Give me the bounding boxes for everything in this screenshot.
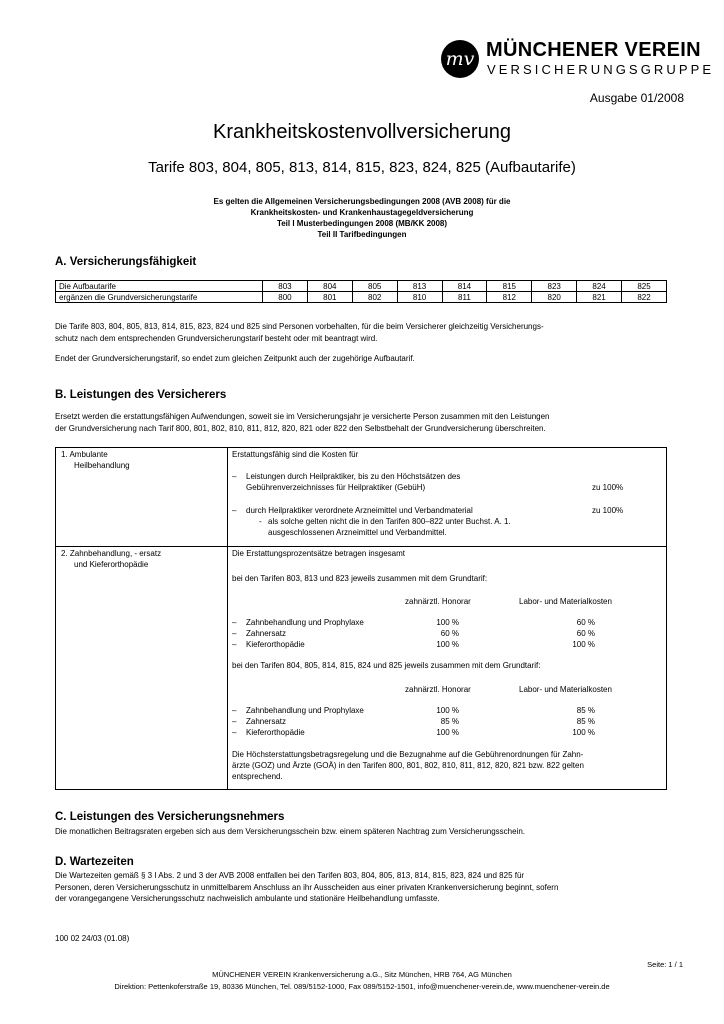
- section-b-heading: B. Leistungen des Versicherers: [55, 389, 227, 401]
- text-line: der vorangegangene Versicherungsschutz nachweislich ambulante und stationäre Heilbehandlung umfasste.: [55, 894, 440, 903]
- dental-row-honorar: 100 %: [436, 640, 459, 649]
- item-1-bullet-1-percent: zu 100%: [592, 483, 624, 492]
- text-line: schutz nach dem entsprechenden Grundversicherungstarif besteht oder mit beantragt wird.: [55, 333, 378, 343]
- document-number: 100 02 24/03 (01.08): [55, 934, 130, 943]
- intro-line: Krankheitskosten- und Krankenhaustagegeldversicherung: [250, 208, 474, 217]
- table-cell: 801: [307, 292, 352, 303]
- footer-address: Direktion: Pettenkoferstraße 19, 80336 München, Tel. 089/5152-1000, Fax 089/5152-1501, info@muenchener-verein.de, www.muenchener-verein.de: [114, 982, 610, 991]
- dental-row-labor: 60 %: [576, 629, 595, 638]
- intro-line: Teil II Tarifbedingungen: [317, 230, 407, 239]
- table-cell: 811: [442, 292, 487, 303]
- company-logo-subtitle: VERSICHERUNGSGRUPPE: [487, 62, 715, 77]
- document-title: Krankheitskostenvollversicherung: [213, 121, 511, 143]
- intro-line: Teil I Musterbedingungen 2008 (MB/KK 2008): [276, 219, 448, 228]
- dental-row-honorar: 100 %: [436, 706, 459, 715]
- group-2-lead: bei den Tarifen 804, 805, 814, 815, 824 und 825 jeweils zusammen mit dem Grundtarif:: [232, 661, 541, 670]
- section-b-intro: [55, 411, 550, 434]
- dental-row-honorar: 60 %: [440, 629, 459, 638]
- dental-row-label: Zahnbehandlung und Prophylaxe: [246, 706, 364, 715]
- item-2-lead: Die Erstattungsprozentsätze betragen insgesamt: [232, 549, 405, 558]
- dental-row-honorar: 100 %: [436, 728, 459, 737]
- table-cell: 823: [532, 281, 577, 292]
- column-header-honorar: zahnärztl. Honorar: [405, 685, 471, 694]
- dental-row-honorar: 85 %: [440, 717, 459, 726]
- dental-row-honorar: 100 %: [436, 618, 459, 627]
- text-line: Personen, deren Versicherungsschutz in unmittelbarem Anschluss an ihr Ausscheiden aus einer privaten Krankenversicherung beginnt, sofern: [55, 882, 559, 892]
- footer-company: MÜNCHENER VEREIN Krankenversicherung a.G., Sitz München, HRB 764, AG München: [212, 970, 512, 979]
- dash-bullet: –: [232, 618, 237, 627]
- issue-date: Ausgabe 01/2008: [589, 91, 684, 105]
- dash-bullet: –: [232, 640, 237, 649]
- table-cell: 804: [307, 281, 352, 292]
- table-cell: 824: [577, 281, 622, 292]
- page-number: Seite: 1 / 1: [647, 960, 683, 969]
- company-logo-name: MÜNCHENER VEREIN: [486, 39, 701, 61]
- dental-row-labor: 85 %: [576, 717, 595, 726]
- item-1-bullet-2-percent: zu 100%: [592, 506, 624, 515]
- dash-bullet: –: [232, 506, 237, 515]
- text-line: Gebührenverzeichnisses für Heilpraktiker (GebüH): [246, 483, 426, 492]
- dash-bullet: –: [232, 472, 237, 481]
- table-row: [56, 281, 667, 292]
- company-logo-mark: mv: [441, 40, 479, 78]
- table-cell: 810: [397, 292, 442, 303]
- group-1-lead: bei den Tarifen 803, 813 und 823 jeweils zusammen mit dem Grundtarif:: [232, 574, 488, 583]
- table-cell: 803: [263, 281, 308, 292]
- table-cell: 802: [352, 292, 397, 303]
- text-line: Heilbehandlung: [74, 461, 130, 470]
- sub-dash: -: [259, 517, 262, 526]
- table-cell: 815: [487, 281, 532, 292]
- table-cell: 822: [622, 292, 667, 303]
- dental-row-labor: 100 %: [572, 728, 595, 737]
- column-header-labor: Labor- und Materialkosten: [519, 597, 612, 606]
- table-cell: 805: [352, 281, 397, 292]
- table-cell: 813: [397, 281, 442, 292]
- dental-row-label: Kieferorthopädie: [246, 728, 305, 737]
- dental-row-label: Zahnersatz: [246, 629, 287, 638]
- table-cell: 812: [487, 292, 532, 303]
- item-2-note: [232, 749, 584, 782]
- intro-line: Es gelten die Allgemeinen Versicherungsbedingungen 2008 (AVB 2008) für die: [213, 197, 511, 206]
- dental-row-labor: 85 %: [576, 706, 595, 715]
- table-cell: 800: [263, 292, 308, 303]
- text-line: der Grundversicherung nach Tarif 800, 801, 802, 810, 811, 812, 820, 821 oder 822 den Selbstbehalt der Grundversicherung überschreiten.: [55, 423, 546, 433]
- text-line: als solche gelten nicht die in den Tarifen 800–822 unter Buchst. A. 1.: [268, 517, 511, 526]
- dash-bullet: –: [232, 717, 237, 726]
- section-a-paragraph-1: [55, 321, 675, 344]
- text-line: ausgeschlossenen Arzneimittel und Verbandmittel.: [268, 528, 447, 537]
- tarif-table: [55, 280, 667, 303]
- dental-row-labor: 60 %: [576, 618, 595, 627]
- dental-row-labor: 100 %: [572, 640, 595, 649]
- text-line: Leistungen durch Heilpraktiker, bis zu den Höchstsätzen des: [246, 472, 461, 481]
- dental-row-label: Zahnersatz: [246, 717, 287, 726]
- text-line: 2. Zahnbehandlung, - ersatz: [61, 549, 162, 558]
- table-cell: 825: [622, 281, 667, 292]
- section-a-heading: A. Versicherungsfähigkeit: [55, 256, 197, 268]
- item-1-label: [61, 449, 130, 471]
- text-line: Die Höchsterstattungsbetragsregelung und die Bezugnahme auf die Gebührenordnungen für Zahn-: [232, 750, 584, 759]
- column-header-labor: Labor- und Materialkosten: [519, 685, 612, 694]
- text-line: und Kieferorthopädie: [74, 560, 149, 569]
- dash-bullet: –: [232, 728, 237, 737]
- dash-bullet: –: [232, 706, 237, 715]
- item-1-bullet-1: [246, 471, 460, 493]
- section-a-paragraph-2: Endet der Grundversicherungstarif, so endet zum gleichen Zeitpunkt auch der zugehörige Aufbautarif.: [55, 354, 415, 363]
- dash-bullet: –: [232, 629, 237, 638]
- item-1-bullet-2-sub: [268, 516, 511, 538]
- table-row: [56, 292, 667, 303]
- text-line: Die Tarife 803, 804, 805, 813, 814, 815, 823, 824 und 825 sind Personen vorbehalten, für die beim Versicherer gleichzeitig Versicherungs-: [55, 322, 544, 331]
- dental-row-label: Kieferorthopädie: [246, 640, 305, 649]
- section-c-heading: C. Leistungen des Versicherungsnehmers: [55, 811, 285, 823]
- section-c-text: Die monatlichen Beitragsraten ergeben sich aus dem Versicherungsschein bzw. einem späteren Nachtrag zum Versicherungsschein.: [55, 827, 526, 836]
- table-cell-label: ergänzen die Grundversicherungstarife: [56, 292, 263, 303]
- item-1-bullet-2: durch Heilpraktiker verordnete Arzneimittel und Verbandmaterial: [246, 506, 473, 515]
- text-line: 1. Ambulante: [61, 450, 108, 459]
- intro-text: [0, 196, 724, 240]
- column-header-honorar: zahnärztl. Honorar: [405, 597, 471, 606]
- text-line: entsprechend.: [232, 772, 283, 781]
- table-cell-label: Die Aufbautarife: [56, 281, 263, 292]
- item-1-lead: Erstattungsfähig sind die Kosten für: [232, 450, 359, 459]
- table-cell: 820: [532, 292, 577, 303]
- text-line: Die Wartezeiten gemäß § 3 I Abs. 2 und 3 der AVB 2008 entfallen bei den Tarifen 803, 804, 805, 813, 814, 815, 823, 824 und 825 für: [55, 871, 525, 880]
- item-2-label: [61, 548, 161, 570]
- section-d-heading: D. Wartezeiten: [55, 856, 134, 868]
- divider: [55, 546, 667, 547]
- divider: [227, 447, 228, 790]
- table-cell: 814: [442, 281, 487, 292]
- text-line: ärzte (GOZ) und Ärzte (GOÄ) in den Tarifen 800, 801, 802, 810, 811, 812, 820, 821 bzw. 822 gelten: [232, 761, 584, 770]
- section-d-text: [55, 870, 558, 905]
- document-subtitle: Tarife 803, 804, 805, 813, 814, 815, 823, 824, 825 (Aufbautarife): [148, 159, 576, 176]
- table-cell: 821: [577, 292, 622, 303]
- text-line: Ersetzt werden die erstattungsfähigen Aufwendungen, soweit sie im Versicherungsjahr je versicherte Person zusammen mit den Leistungen: [55, 412, 550, 421]
- dental-row-label: Zahnbehandlung und Prophylaxe: [246, 618, 364, 627]
